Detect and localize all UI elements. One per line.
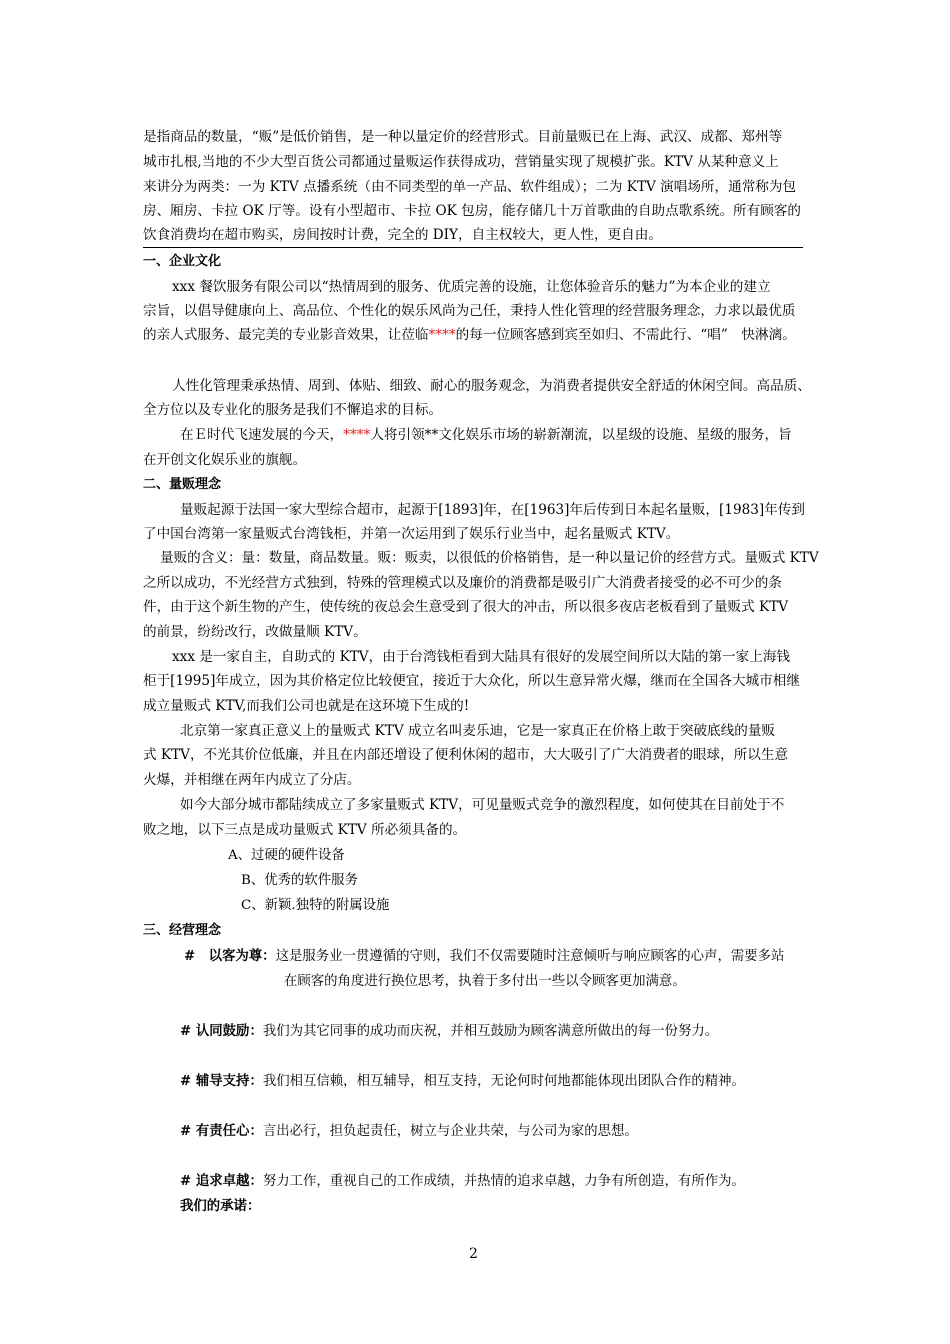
paragraph-line: 式 KTV，不光其价位低廉，并且在内部还增设了便利休闲的超市，大大吸引了广大消费者的眼球，所以生意 bbox=[143, 747, 789, 763]
list-item: B、优秀的软件服务 bbox=[241, 873, 358, 888]
paragraph-line: 件，由于这个新生物的产生，使传统的夜总会生意受到了很大的冲击，所以很多夜店老板看到了量贩式 KTV bbox=[143, 599, 789, 615]
list-item: C、新颖.独特的附属设施 bbox=[241, 898, 390, 913]
paragraph-line: 量贩的含义：量：数量，商品数量。贩：贩卖，以很低的价格销售，是一种以量记价的经营方式。量贩式 KTV bbox=[160, 550, 819, 566]
paragraph-line: xxx 是一家自主，自助式的 KTV，由于台湾钱柜看到大陆具有很好的发展空间所以大陆的第一家上海钱 bbox=[172, 649, 791, 665]
item-text: 言出必行，担负起责任，树立与企业共荣，与公司为家的思想。 bbox=[262, 1124, 638, 1139]
paragraph-line: 如今大部分城市都陆续成立了多家量贩式 KTV，可见量贩式竞争的激烈程度，如何使其在目前处于不 bbox=[180, 797, 785, 813]
paragraph-line: 柜于[1995]年成立，因为其价格定位比较便宜，接近于大众化，所以生意异常火爆，继而在全国各大城市相继 bbox=[143, 673, 800, 689]
paragraph-line: 了中国台湾第一家量贩式台湾钱柜，并第一次运用到了娱乐行业当中，起名量贩式 KTV。 bbox=[143, 526, 680, 542]
item-label: # 以客为尊： bbox=[184, 949, 276, 964]
section-heading-philosophy: 三、经营理念 bbox=[143, 923, 222, 938]
item-label: # 追求卓越： bbox=[180, 1174, 263, 1189]
intro-line: 是指商品的数量，“贩”是低价销售，是一种以量定价的经营形式。目前量贩已在上海、武汉、成都、郑州等 bbox=[143, 129, 783, 145]
text-span: 的亲人式服务、最完美的专业影音效果，让莅临 bbox=[143, 327, 429, 343]
paragraph-line: 败之地，以下三点是成功量贩式 KTV 所必须具备的。 bbox=[143, 822, 467, 838]
text-span: 人将引领**文化娱乐市场的崭新潮流，以星级的设施、星级的服务，旨 bbox=[370, 427, 792, 443]
paragraph-line: xxx 餐饮服务有限公司以“热情周到的服务、优质完善的设施，让您体验音乐的魅力”为本企业的建立 bbox=[172, 279, 771, 295]
item-text: 我们为其它同事的成功而庆祝，并相互鼓励为顾客满意所做出的每一份努力。 bbox=[262, 1024, 719, 1039]
list-item bbox=[180, 1172, 745, 1192]
item-label: # 认同鼓励： bbox=[180, 1024, 263, 1039]
list-item bbox=[184, 947, 784, 967]
paragraph-line: 宗旨，以倡导健康向上、高品位、个性化的娱乐风尚为己任，秉持人性化管理的经营服务理念，力求以最优质 bbox=[143, 303, 796, 319]
list-item bbox=[180, 1022, 718, 1042]
section-heading-culture: 一、企业文化 bbox=[143, 254, 222, 269]
section-heading-concept: 二、量贩理念 bbox=[143, 477, 222, 492]
list-item-continuation: 在顾客的角度进行换位思考，执着于多付出一些以令顾客更加满意。 bbox=[284, 974, 686, 989]
paragraph-line: 火爆，并相继在两年内成立了分店。 bbox=[143, 772, 361, 788]
list-item bbox=[180, 1122, 638, 1142]
text-span: 的每一位顾客感到宾至如归、不需此行、“唱” 快淋漓。 bbox=[455, 327, 796, 343]
item-label: # 辅导支持： bbox=[180, 1074, 263, 1089]
paragraph-line: 人性化管理秉承热情、周到、体贴、细致、耐心的服务观念，为消费者提供安全舒适的休闲空间。高品质、 bbox=[172, 378, 811, 394]
redacted-name: **** bbox=[343, 427, 371, 443]
text-span: 在Ｅ时代飞速发展的今天， bbox=[180, 427, 344, 443]
item-label: # 有责任心： bbox=[180, 1124, 263, 1139]
item-text: 我们相互信赖，相互辅导，相互支持，无论何时何地都能体现出团队合作的精神。 bbox=[262, 1074, 745, 1089]
intro-line: 来讲分为两类：一为 KTV 点播系统（由不同类型的单一产品、软件组成）；二为 KTV 演唱场所，通常称为包 bbox=[143, 179, 797, 195]
horizontal-rule bbox=[143, 247, 803, 248]
paragraph-line: 北京第一家真正意义上的量贩式 KTV 成立名叫麦乐迪，它是一家真正在价格上敢于突破底线的量贩 bbox=[180, 723, 776, 739]
list-item bbox=[180, 1072, 745, 1092]
paragraph-line: 成立量贩式 KTV,而我们公司也就是在这环境下生成的! bbox=[143, 698, 470, 714]
promise-heading: 我们的承诺： bbox=[180, 1199, 261, 1214]
list-item: A、过硬的硬件设备 bbox=[228, 848, 345, 863]
paragraph-line: 的前景，纷纷改行，改做量顺 KTV。 bbox=[143, 624, 367, 640]
paragraph-line: 之所以成功，不光经营方式独到，特殊的管理模式以及廉价的消费都是吸引广大消费者接受的必不可少的条 bbox=[143, 575, 782, 591]
paragraph-line: 在开创文化娱乐业的旗舰。 bbox=[143, 452, 307, 468]
paragraph-line bbox=[143, 325, 796, 345]
paragraph-line: 全方位以及专业化的服务是我们不懈追求的目标。 bbox=[143, 402, 443, 418]
intro-line: 饮食消费均在超市购买，房间按时计费，完全的 DIY，自主权较大，更人性，更自由。 bbox=[143, 227, 662, 243]
intro-line: 城市扎根,当地的不少大型百货公司都通过量贩运作获得成功，营销量实现了规模扩张。KTV 从某种意义上 bbox=[143, 154, 779, 170]
intro-line: 房、厢房、卡拉 OK 厅等。设有小型超市、卡拉 OK 包房，能存储几十万首歌曲的自助点歌系统。所有顾客的 bbox=[143, 203, 802, 219]
item-text: 这是服务业一贯遵循的守则，我们不仅需要随时注意倾听与响应顾客的心声，需要多站 bbox=[275, 949, 785, 964]
item-text: 努力工作，重视自己的工作成绩，并热情的追求卓越，力争有所创造，有所作为。 bbox=[262, 1174, 745, 1189]
redacted-name: **** bbox=[428, 327, 456, 343]
paragraph-line: 量贩起源于法国一家大型综合超市，起源于[1893]年，在[1963]年后传到日本起名量贩，[1983]年传到 bbox=[180, 502, 805, 518]
paragraph-line bbox=[180, 425, 792, 445]
page-number: 2 bbox=[469, 1246, 478, 1262]
